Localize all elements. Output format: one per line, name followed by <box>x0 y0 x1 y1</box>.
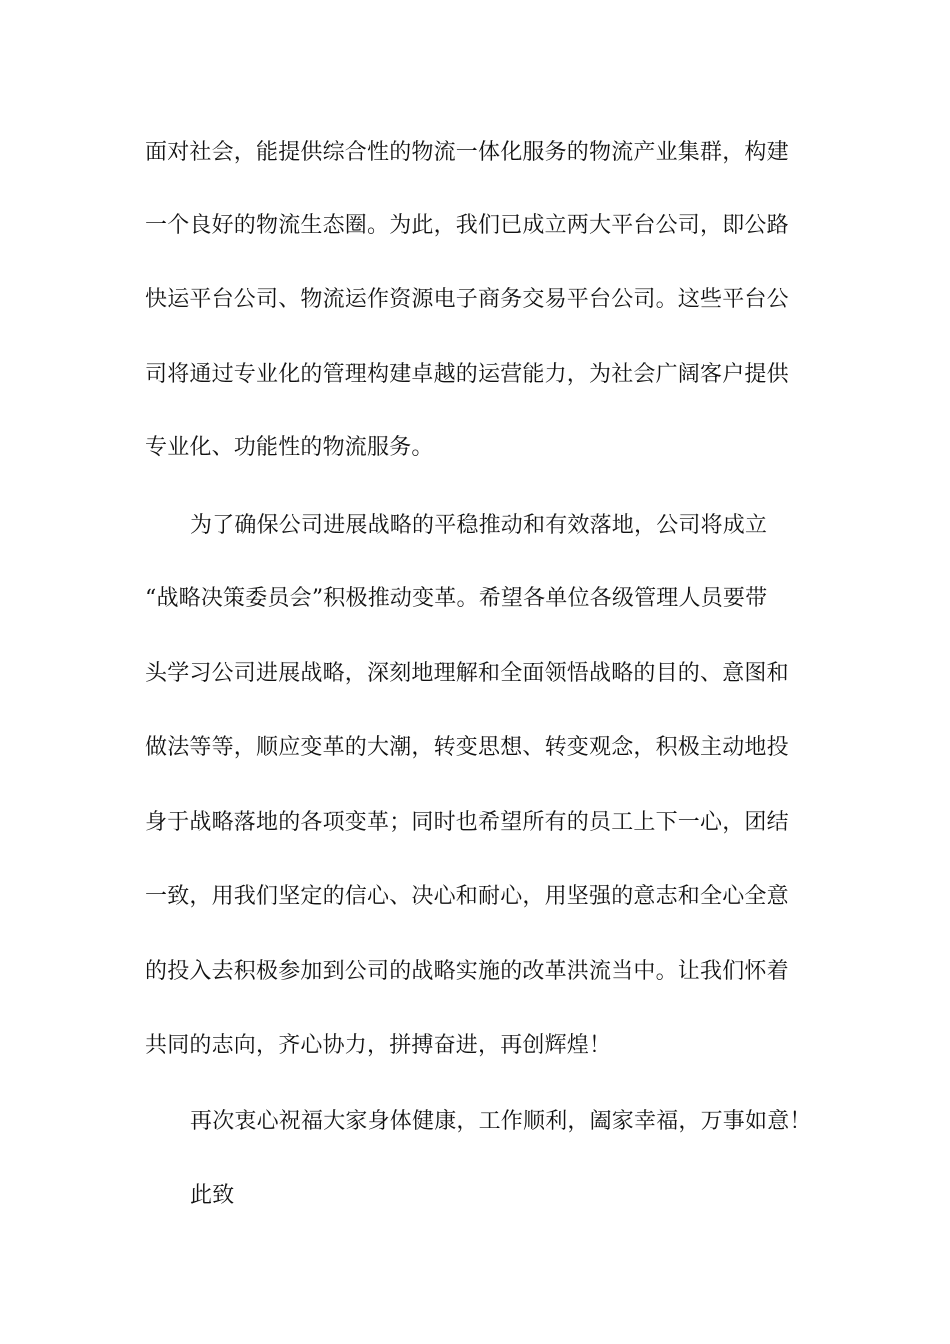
paragraph-line: 司将通过专业化的管理构建卓越的运营能力，为社会广阔客户提供 <box>145 362 789 387</box>
paragraph-line: 的投入去积极参加到公司的战略实施的改革洪流当中。让我们怀着 <box>145 959 789 984</box>
paragraph-line: 头学习公司进展战略，深刻地理解和全面领悟战略的目的、意图和 <box>145 661 789 686</box>
closing-line: 此致 <box>190 1183 235 1208</box>
paragraph-line: 一致，用我们坚定的信心、决心和耐心，用坚强的意志和全心全意 <box>145 884 789 909</box>
paragraph-line: 一个良好的物流生态圈。为此，我们已成立两大平台公司，即公路 <box>145 213 789 238</box>
paragraph-line: 快运平台公司、物流运作资源电子商务交易平台公司。这些平台公 <box>145 287 789 312</box>
paragraph-line: 共同的志向，齐心协力，拼搏奋进，再创辉煌！ <box>145 1033 612 1058</box>
paragraph-line: 为了确保公司进展战略的平稳推动和有效落地，公司将成立 <box>190 513 768 538</box>
paragraph-line: 身于战略落地的各项变革；同时也希望所有的员工上下一心，团结 <box>145 810 789 835</box>
paragraph-line: 再次衷心祝福大家身体健康，工作顺利，阖家幸福，万事如意！ <box>190 1109 812 1134</box>
paragraph-line: “战略决策委员会”积极推动变革。希望各单位各级管理人员要带 <box>145 586 768 611</box>
paragraph-line: 专业化、功能性的物流服务。 <box>145 435 434 460</box>
paragraph-line: 面对社会，能提供综合性的物流一体化服务的物流产业集群，构建 <box>145 140 789 165</box>
paragraph-line: 做法等等，顺应变革的大潮，转变思想、转变观念，积极主动地投 <box>145 735 789 760</box>
